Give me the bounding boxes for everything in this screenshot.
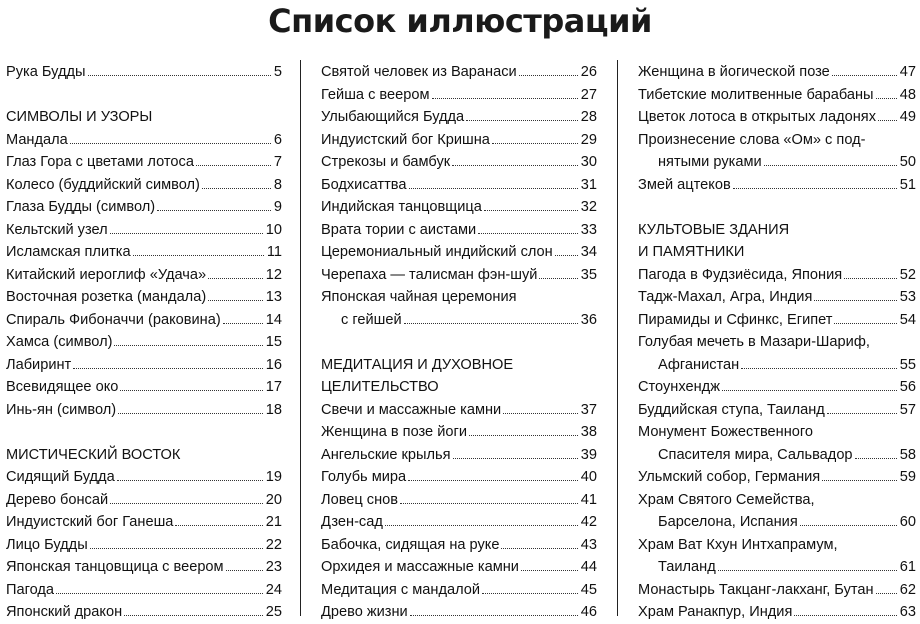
entry-title: Индуистский бог Ганеша — [6, 514, 174, 530]
page-number: 35 — [580, 266, 597, 283]
page-number: 20 — [265, 491, 282, 508]
entry-title: Афганистан — [658, 356, 740, 373]
toc-entry — [321, 579, 597, 602]
toc-entry — [638, 309, 916, 332]
page-number: 42 — [580, 514, 597, 530]
page-number: 7 — [273, 154, 282, 170]
dot-leader — [501, 536, 577, 549]
page-number: 41 — [580, 491, 597, 508]
section-heading: МИСТИЧЕСКИЙ ВОСТОК — [6, 446, 181, 463]
dot-leader — [432, 86, 578, 99]
entry-title: Орхидея и массажные камни — [321, 559, 519, 575]
page-number: 21 — [265, 514, 282, 530]
entry-title: Мандала — [6, 131, 68, 148]
dot-leader — [110, 491, 263, 504]
entry-title: Стрекозы и бамбук — [321, 154, 451, 170]
section-heading: Японская чайная церемония — [321, 289, 517, 305]
dot-leader — [202, 176, 271, 189]
toc-entry — [638, 466, 916, 489]
dot-leader — [404, 311, 578, 324]
page-title: Список иллюстраций — [268, 2, 652, 40]
entry-title: Инь-ян (символ) — [6, 401, 117, 418]
dot-leader — [223, 311, 263, 324]
entry-title: Тадж-Махал, Агра, Индия — [638, 289, 813, 305]
toc-entry — [321, 601, 597, 624]
page-number: 36 — [580, 311, 597, 328]
page-number: 24 — [265, 581, 282, 598]
entry-title: Дерево бонсай — [6, 491, 109, 508]
toc-entry — [6, 264, 282, 287]
toc-entry — [321, 241, 597, 264]
toc-entry — [6, 241, 282, 264]
page-number: 8 — [273, 176, 282, 193]
dot-leader — [827, 401, 897, 414]
entry-title: Голубь мира — [321, 469, 407, 485]
toc-entry — [6, 151, 282, 174]
page-number: 46 — [580, 604, 597, 620]
spacer — [638, 196, 916, 219]
toc-entry — [638, 601, 916, 624]
dot-leader — [175, 513, 262, 526]
entry-title: Исламская плитка — [6, 244, 131, 260]
page-number: 14 — [265, 311, 282, 328]
dot-leader — [844, 266, 897, 279]
entry-title: Ульмский собор, Германия — [638, 469, 821, 485]
toc-entry — [6, 511, 282, 534]
entry-title: Восточная розетка (мандала) — [6, 289, 207, 305]
toc-entry — [638, 264, 916, 287]
page-number: 47 — [899, 64, 916, 80]
section-heading: ЦЕЛИТЕЛЬСТВО — [321, 379, 439, 395]
page-number: 15 — [265, 334, 282, 350]
page-number: 49 — [899, 109, 916, 125]
page-number: 45 — [580, 581, 597, 598]
toc-entry — [6, 219, 282, 242]
entry-title: Сидящий Будда — [6, 469, 115, 485]
entry-title: Рука Будды — [6, 64, 86, 80]
dot-leader — [400, 491, 578, 504]
toc-entry — [6, 309, 282, 332]
section-heading: Храм Ват Кхун Интхапрамум, — [638, 536, 838, 553]
toc-entry — [6, 534, 282, 557]
entry-title: Женщина в йогической позе — [638, 64, 830, 80]
dot-leader — [832, 63, 897, 76]
toc-entry — [321, 174, 597, 197]
dot-leader — [478, 221, 578, 234]
page-number: 22 — [265, 536, 282, 553]
page-number: 6 — [273, 131, 282, 148]
dot-leader — [118, 401, 263, 414]
page-number: 54 — [899, 311, 916, 328]
toc-entry — [321, 84, 597, 107]
toc-entry — [638, 174, 916, 197]
entry-title: нятыми руками — [658, 154, 762, 170]
entry-title: Храм Ранакпур, Индия — [638, 604, 793, 620]
entry-title: Ловец снов — [321, 491, 399, 508]
entry-title: Барселона, Испания — [658, 514, 798, 530]
entry-title: Всевидящее око — [6, 379, 119, 395]
toc-entry — [638, 399, 916, 422]
page-number: 5 — [273, 64, 282, 80]
dot-leader — [70, 131, 271, 144]
page-number: 31 — [580, 176, 597, 193]
toc-entry — [6, 489, 282, 512]
toc-entry — [638, 61, 916, 84]
toc-entry — [321, 196, 597, 219]
page-number: 11 — [266, 244, 282, 260]
section-heading: Монумент Божественного — [638, 424, 814, 440]
toc-entry — [321, 264, 597, 287]
toc-entry — [638, 376, 916, 399]
entry-title: Стоунхендж — [638, 379, 720, 395]
dot-leader — [764, 153, 897, 166]
dot-leader — [88, 63, 271, 76]
toc-entry — [6, 196, 282, 219]
dot-leader — [876, 86, 897, 99]
toc-entry — [321, 489, 597, 512]
page-number: 63 — [899, 604, 916, 620]
dot-leader — [208, 266, 263, 279]
toc-entry — [638, 106, 916, 129]
section-heading: МЕДИТАЦИЯ И ДУХОВНОЕ — [321, 356, 514, 373]
dot-leader — [469, 423, 578, 436]
entry-title: Лицо Будды — [6, 536, 88, 553]
entry-title: Пагода в Фудзиёсида, Япония — [638, 266, 843, 283]
page-number: 58 — [899, 446, 916, 463]
entry-title: Пирамиды и Сфинкс, Египет — [638, 311, 833, 328]
page-number: 12 — [265, 266, 282, 283]
section-heading: Храм Святого Семейства, — [638, 491, 815, 508]
entry-title: Монастырь Такцанг-лакханг, Бутан — [638, 581, 874, 598]
column-divider — [300, 60, 301, 616]
page-number: 23 — [265, 559, 282, 575]
page-number: 48 — [899, 86, 916, 103]
page-number: 26 — [580, 64, 597, 80]
dot-leader — [503, 401, 578, 414]
entry-title: Индуистский бог Кришна — [321, 131, 490, 148]
dot-leader — [539, 266, 577, 279]
page-number: 38 — [580, 424, 597, 440]
entry-title: Святой человек из Варанаси — [321, 64, 517, 80]
dot-leader — [814, 288, 896, 301]
page-number: 27 — [580, 86, 597, 103]
page-number: 39 — [580, 446, 597, 463]
toc-entry — [638, 151, 916, 174]
toc-entry — [638, 579, 916, 602]
page-number: 19 — [265, 469, 282, 485]
toc-entry — [6, 354, 282, 377]
section-heading: КУЛЬТОВЫЕ ЗДАНИЯ — [638, 221, 790, 238]
entry-title: Пагода — [6, 581, 55, 598]
page-number: 60 — [899, 514, 916, 530]
toc-entry — [638, 511, 916, 534]
page-number: 10 — [265, 221, 282, 238]
entry-title: Японский дракон — [6, 604, 123, 620]
toc-entry — [321, 421, 597, 444]
entry-title: Дзен-сад — [321, 514, 383, 530]
toc-entry — [6, 556, 282, 579]
toc-entry — [638, 444, 916, 467]
dot-leader — [157, 198, 271, 211]
toc-entry — [321, 556, 597, 579]
toc-entry — [638, 286, 916, 309]
dot-leader — [855, 446, 897, 459]
dot-leader — [208, 288, 263, 301]
dot-leader — [408, 468, 578, 481]
toc-entry — [321, 106, 597, 129]
toc-entry — [638, 84, 916, 107]
toc-entry — [321, 151, 597, 174]
toc-entry — [6, 61, 282, 84]
entry-title: Черепаха — талисман фэн-шуй — [321, 266, 538, 283]
entry-title: Таиланд — [658, 559, 716, 575]
entry-title: Тибетские молитвенные барабаны — [638, 86, 874, 103]
dot-leader — [90, 536, 263, 549]
column-divider — [617, 60, 618, 616]
dot-leader — [794, 603, 896, 616]
dot-leader — [733, 176, 897, 189]
entry-title: Бабочка, сидящая на руке — [321, 536, 500, 553]
entry-title: Колесо (буддийский символ) — [6, 176, 200, 193]
dot-leader — [114, 333, 262, 346]
section-heading: СИМВОЛЫ И УЗОРЫ — [6, 109, 153, 125]
page-number: 56 — [899, 379, 916, 395]
toc-column-1 — [6, 61, 282, 624]
dot-leader — [519, 63, 578, 76]
page-number: 43 — [580, 536, 597, 553]
dot-leader — [521, 558, 578, 571]
page-number: 33 — [580, 221, 597, 238]
dot-leader — [226, 558, 263, 571]
page-number: 50 — [899, 154, 916, 170]
toc-entry — [321, 309, 597, 332]
entry-title: Лабиринт — [6, 356, 72, 373]
dot-leader — [453, 446, 578, 459]
page-number: 37 — [580, 401, 597, 418]
entry-title: Свечи и массажные камни — [321, 401, 502, 418]
entry-title: Цветок лотоса в открытых ладонях — [638, 109, 876, 125]
dot-leader — [484, 198, 578, 211]
page-number: 25 — [265, 604, 282, 620]
page-number: 53 — [899, 289, 916, 305]
page-number: 9 — [273, 199, 282, 215]
toc-entry — [6, 579, 282, 602]
toc-entry — [6, 601, 282, 624]
dot-leader — [196, 153, 271, 166]
page-number: 29 — [580, 131, 597, 148]
entry-title: Женщина в позе йоги — [321, 424, 467, 440]
toc-column-3 — [638, 61, 916, 624]
toc-entry — [321, 399, 597, 422]
dot-leader — [876, 581, 897, 594]
entry-title: Глаза Будды (символ) — [6, 199, 156, 215]
toc-entry — [321, 511, 597, 534]
toc-entry — [321, 61, 597, 84]
entry-title: Змей ацтеков — [638, 176, 731, 193]
toc-entry — [6, 331, 282, 354]
page-number: 28 — [580, 109, 597, 125]
page-number: 61 — [899, 559, 916, 575]
entry-title: Хамса (символ) — [6, 334, 113, 350]
dot-leader — [722, 378, 897, 391]
entry-title: Индийская танцовщица — [321, 199, 482, 215]
toc-entry — [321, 444, 597, 467]
toc-column-2 — [321, 61, 597, 624]
page-number: 34 — [580, 244, 597, 260]
entry-title: Глаз Гора с цветами лотоса — [6, 154, 194, 170]
section-heading: Голубая мечеть в Мазари-Шариф, — [638, 334, 870, 350]
section-heading: И ПАМЯТНИКИ — [638, 244, 745, 260]
page-number: 62 — [899, 581, 916, 598]
entry-title: Китайский иероглиф «Удача» — [6, 266, 207, 283]
dot-leader — [124, 603, 263, 616]
page-number: 40 — [580, 469, 597, 485]
entry-title: Врата тории с аистами — [321, 221, 477, 238]
entry-title: Буддийская ступа, Таиланд — [638, 401, 825, 418]
page-number: 44 — [580, 559, 597, 575]
page-number: 52 — [899, 266, 916, 283]
entry-title: Медитация с мандалой — [321, 581, 481, 598]
entry-title: Улыбающийся Будда — [321, 109, 465, 125]
dot-leader — [492, 131, 578, 144]
page-number: 51 — [899, 176, 916, 193]
page-number: 32 — [580, 199, 597, 215]
dot-leader — [741, 356, 897, 369]
toc-entry — [6, 286, 282, 309]
toc-entry — [6, 399, 282, 422]
dot-leader — [409, 176, 578, 189]
dot-leader — [718, 558, 897, 571]
page-number: 18 — [265, 401, 282, 418]
dot-leader — [555, 243, 578, 256]
dot-leader — [822, 468, 897, 481]
section-heading: Произнесение слова «Ом» с под- — [638, 131, 866, 148]
dot-leader — [410, 603, 578, 616]
toc-entry — [6, 129, 282, 152]
toc-entry — [321, 219, 597, 242]
toc-entry — [6, 466, 282, 489]
dot-leader — [800, 513, 897, 526]
dot-leader — [117, 468, 263, 481]
entry-title: Ангельские крылья — [321, 446, 451, 463]
spacer — [321, 331, 597, 354]
dot-leader — [110, 221, 263, 234]
entry-title: Гейша с веером — [321, 86, 430, 103]
page-number: 13 — [265, 289, 282, 305]
dot-leader — [452, 153, 578, 166]
dot-leader — [120, 378, 262, 391]
toc-entry — [638, 556, 916, 579]
dot-leader — [878, 108, 897, 121]
entry-title: Бодхисаттва — [321, 176, 407, 193]
dot-leader — [466, 108, 578, 121]
entry-title: Спасителя мира, Сальвадор — [658, 446, 853, 463]
toc-entry — [321, 129, 597, 152]
dot-leader — [834, 311, 896, 324]
entry-title: Спираль Фибоначчи (раковина) — [6, 311, 221, 328]
entry-title: Японская танцовщица с веером — [6, 559, 224, 575]
toc-entry — [6, 376, 282, 399]
page-number: 55 — [899, 356, 916, 373]
dot-leader — [482, 581, 578, 594]
spacer — [6, 84, 282, 107]
page-number: 17 — [265, 379, 282, 395]
toc-entry — [638, 354, 916, 377]
toc-entry — [321, 466, 597, 489]
page-number: 30 — [580, 154, 597, 170]
dot-leader — [385, 513, 578, 526]
dot-leader — [73, 356, 263, 369]
page-number: 16 — [265, 356, 282, 373]
page-number: 59 — [899, 469, 916, 485]
entry-title: Кельтский узел — [6, 221, 108, 238]
dot-leader — [133, 243, 264, 256]
toc-entry — [321, 534, 597, 557]
toc-entry — [6, 174, 282, 197]
entry-title: Древо жизни — [321, 604, 408, 620]
dot-leader — [56, 581, 263, 594]
spacer — [6, 421, 282, 444]
entry-title: с гейшей — [341, 311, 402, 328]
page-number: 57 — [899, 401, 916, 418]
entry-title: Церемониальный индийский слон — [321, 244, 553, 260]
